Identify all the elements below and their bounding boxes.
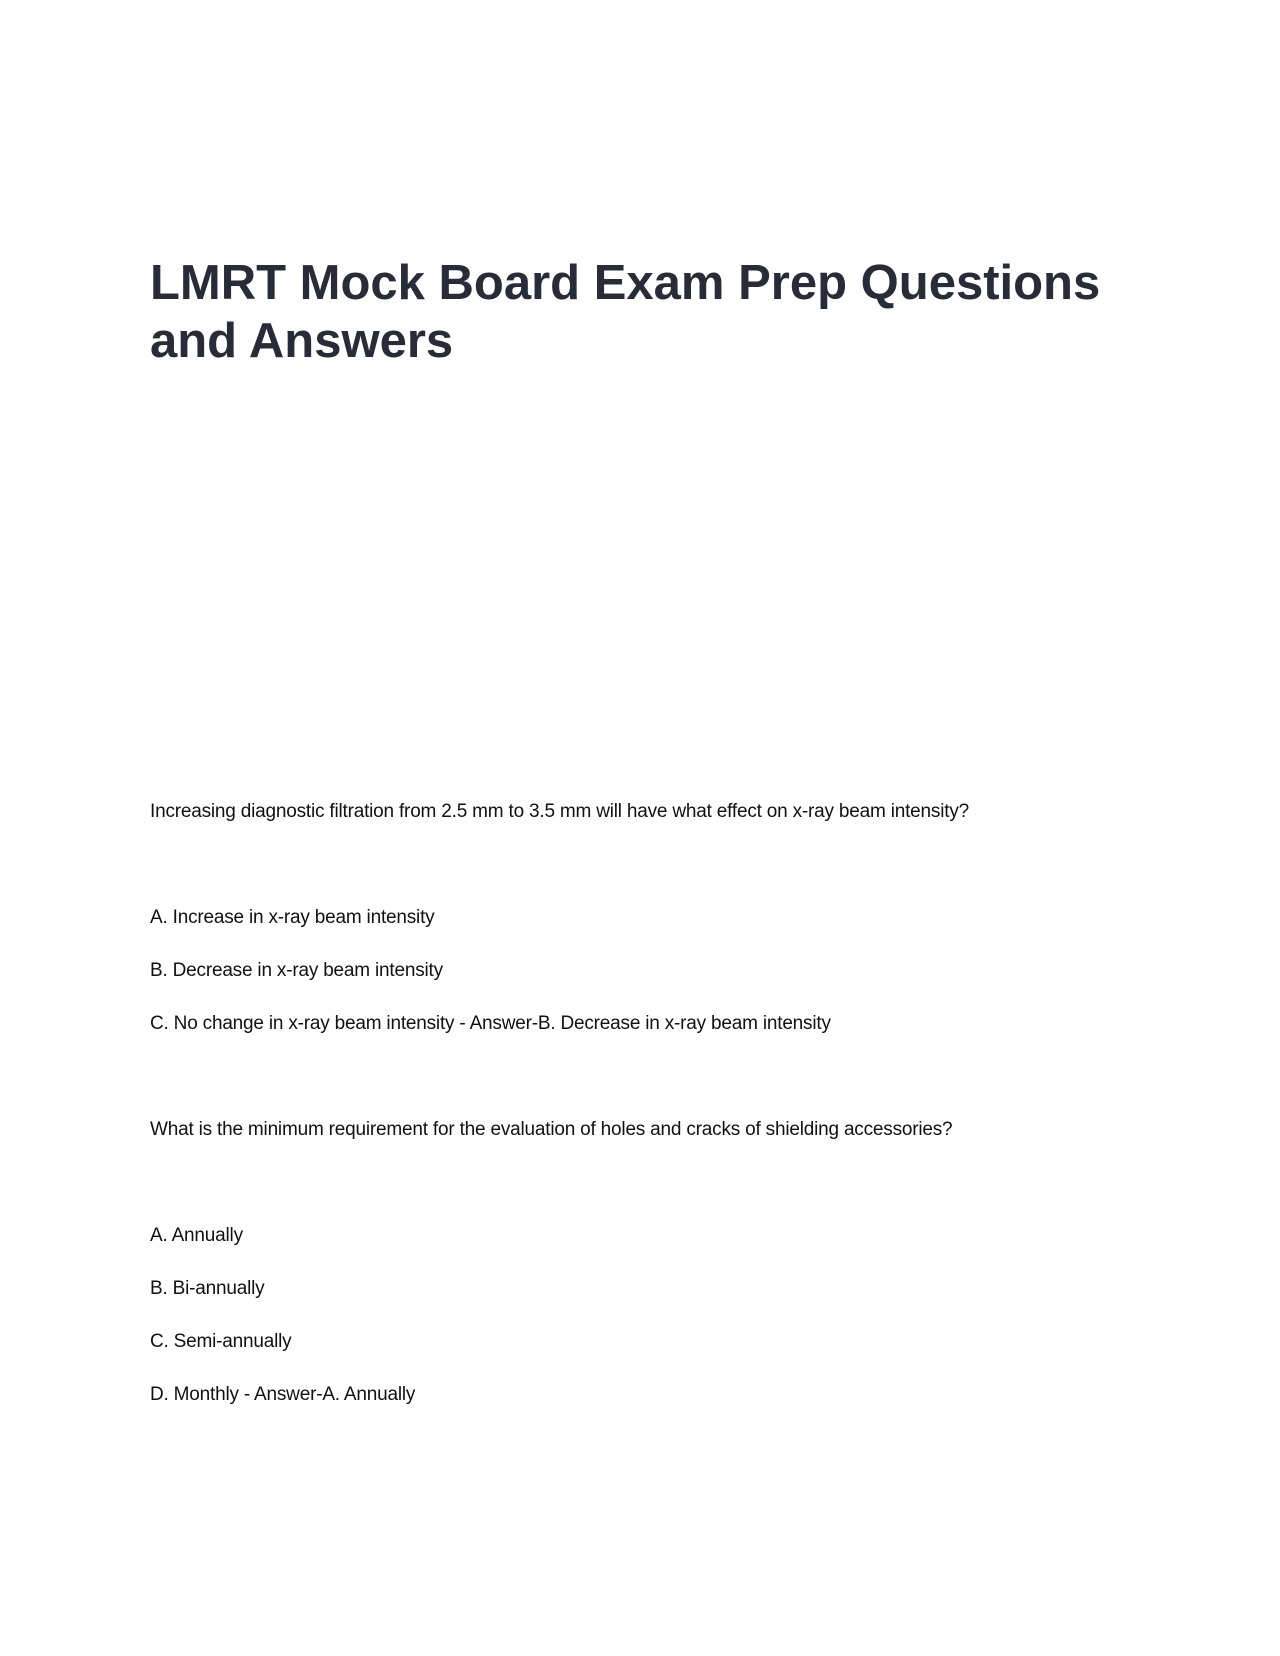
option-1a: A. Increase in x-ray beam intensity bbox=[150, 907, 435, 928]
option-2a: A. Annually bbox=[150, 1225, 243, 1246]
question-2: What is the minimum requirement for the evaluation of holes and cracks of shielding accessories? bbox=[150, 1119, 953, 1140]
question-1: Increasing diagnostic filtration from 2.5 mm to 3.5 mm will have what effect on x-ray beam intensity? bbox=[150, 801, 969, 822]
option-2b: B. Bi-annually bbox=[150, 1278, 265, 1299]
document-title: LMRT Mock Board Exam Prep Questions and Answers bbox=[150, 256, 1101, 368]
option-2c: C. Semi-annually bbox=[150, 1331, 292, 1352]
option-1c-answer: C. No change in x-ray beam intensity - Answer-B. Decrease in x-ray beam intensity bbox=[150, 1013, 831, 1034]
option-2d-answer: D. Monthly - Answer-A. Annually bbox=[150, 1384, 416, 1405]
option-1b: B. Decrease in x-ray beam intensity bbox=[150, 960, 443, 981]
